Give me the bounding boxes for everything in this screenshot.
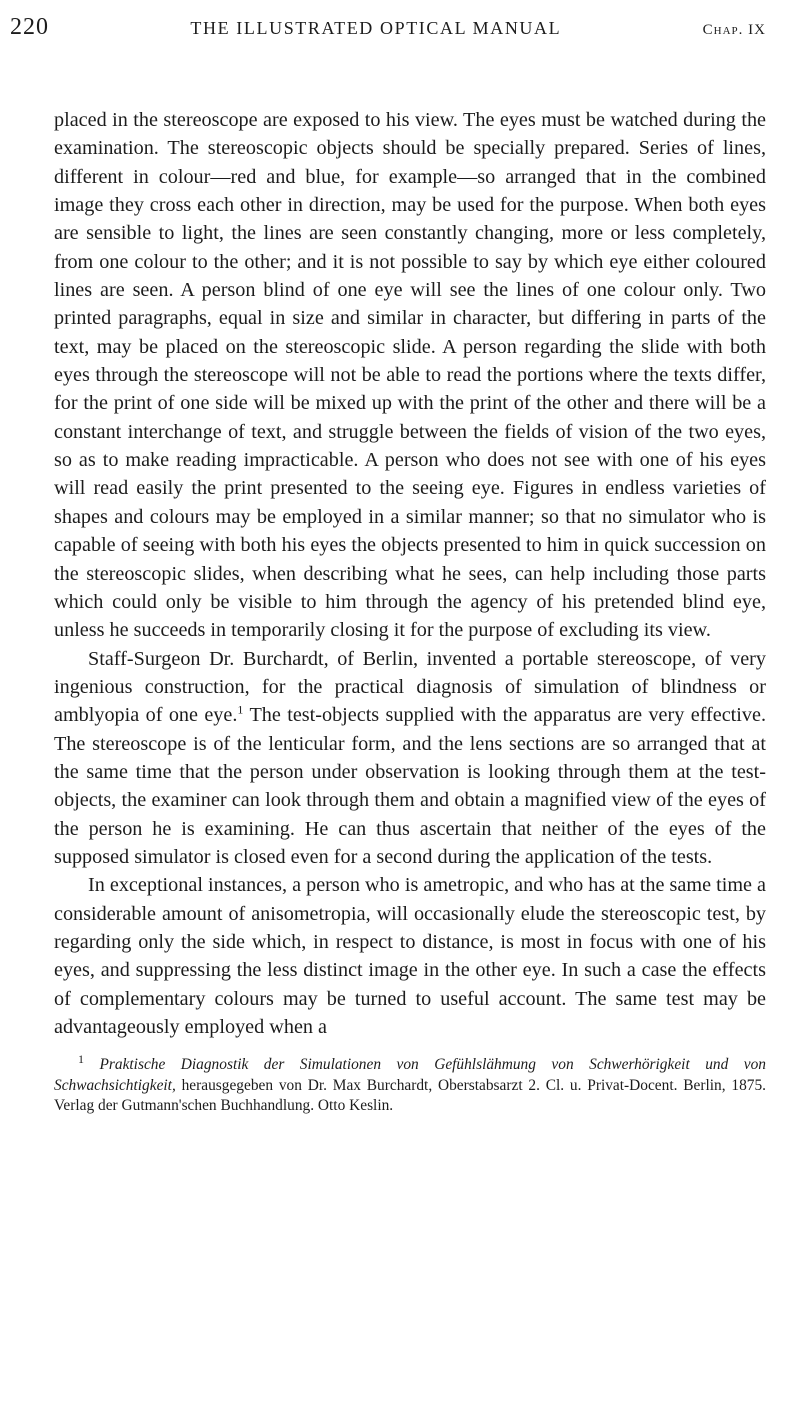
footnote-mark: 1: [78, 1052, 84, 1067]
footnote: [54, 1052, 766, 1116]
footnote-title: Praktische Diagnostik der Simulationen von Gefühlslähmung von Schwerhörigkeit und von Schwachsichtigkeit,: [54, 1056, 766, 1094]
body-text: [54, 106, 766, 1041]
footnote-citation: herausgegeben von Dr. Max Burchardt, Oberstabsarzt 2. Cl. u. Privat-Docent. Berlin, 1875. Verlag der Gutmann'schen Buchhandlung. Otto Keslin.: [54, 1076, 766, 1114]
footnote-reference: 1: [237, 702, 244, 717]
paragraph-2-text-b: The test-objects supplied with the apparatus are very effective. The stereoscope is of the lenticular form, and the lens sections are so arranged that at the same time that the person under observation is looking through them at the test-objects, the examiner can look through them and obtain a magnified view of the eyes of the person he is examining. He can thus ascertain that neither of the eyes of the supposed simulator is closed even for a second during the application of the tests.: [54, 704, 766, 868]
running-title: THE ILLUSTRATED OPTICAL MANUAL: [190, 18, 562, 38]
paragraph-2-text-a: Staff-Surgeon Dr. Burchardt, of Berlin, invented a portable stereoscope, of very ingenious construction, for the practical diagnosis of simulation of blindness or amblyopia of one eye.: [54, 647, 766, 727]
paragraph-1: placed in the stereoscope are exposed to his view. The eyes must be watched during the examination. The stereoscopic objects should be specially prepared. Series of lines, different in colour—red and blue, for example—so arranged that in the combined image they cross each other in direction, may be used for the purpose. When both eyes are sensible to light, the lines are seen constantly changing, more or less completely, from one colour to the other; and it is not possible to say by which eye either coloured lines are seen. A person blind of one eye will see the lines of one colour only. Two printed paragraphs, equal in size and similar in character, but differing in parts of the text, may be placed on the stereoscopic slide. A person regarding the slide with both eyes through the stereoscope will not be able to read the portions where the texts differ, for the print of one side will be mixed up with the print of the other and there will be a constant interchange of text, and struggle between the fields of vision of the two eyes, so as to make reading impracticable. A person who does not see with one of his eyes will read easily the print presented to the seeing eye. Figures in endless varieties of shapes and colours may be employed in a similar manner; so that no simulator who is capable of seeing with both his eyes the objects presented to him in quick succession on the stereoscopic slides, when describing what he sees, can help including those parts which could only be visible to him through the agency of his pretended blind eye, unless he succeeds in temporarily closing it for the purpose of excluding its view.: [54, 109, 766, 642]
running-head: [10, 14, 766, 54]
chapter-label: Chap. IX: [702, 22, 766, 38]
paragraph-2: [54, 645, 766, 872]
page-number: 220: [10, 14, 49, 40]
paragraph-3: In exceptional instances, a person who is ametropic, and who has at the same time a considerable amount of anisometropia, will occasionally elude the stereoscopic test, by regarding only the side which, in respect to distance, is most in focus with one of his eyes, and suppressing the less distinct image in the other eye. In such a case the effects of complementary colours may be turned to useful account. The same test may be advantageously employed when a: [54, 874, 766, 1038]
